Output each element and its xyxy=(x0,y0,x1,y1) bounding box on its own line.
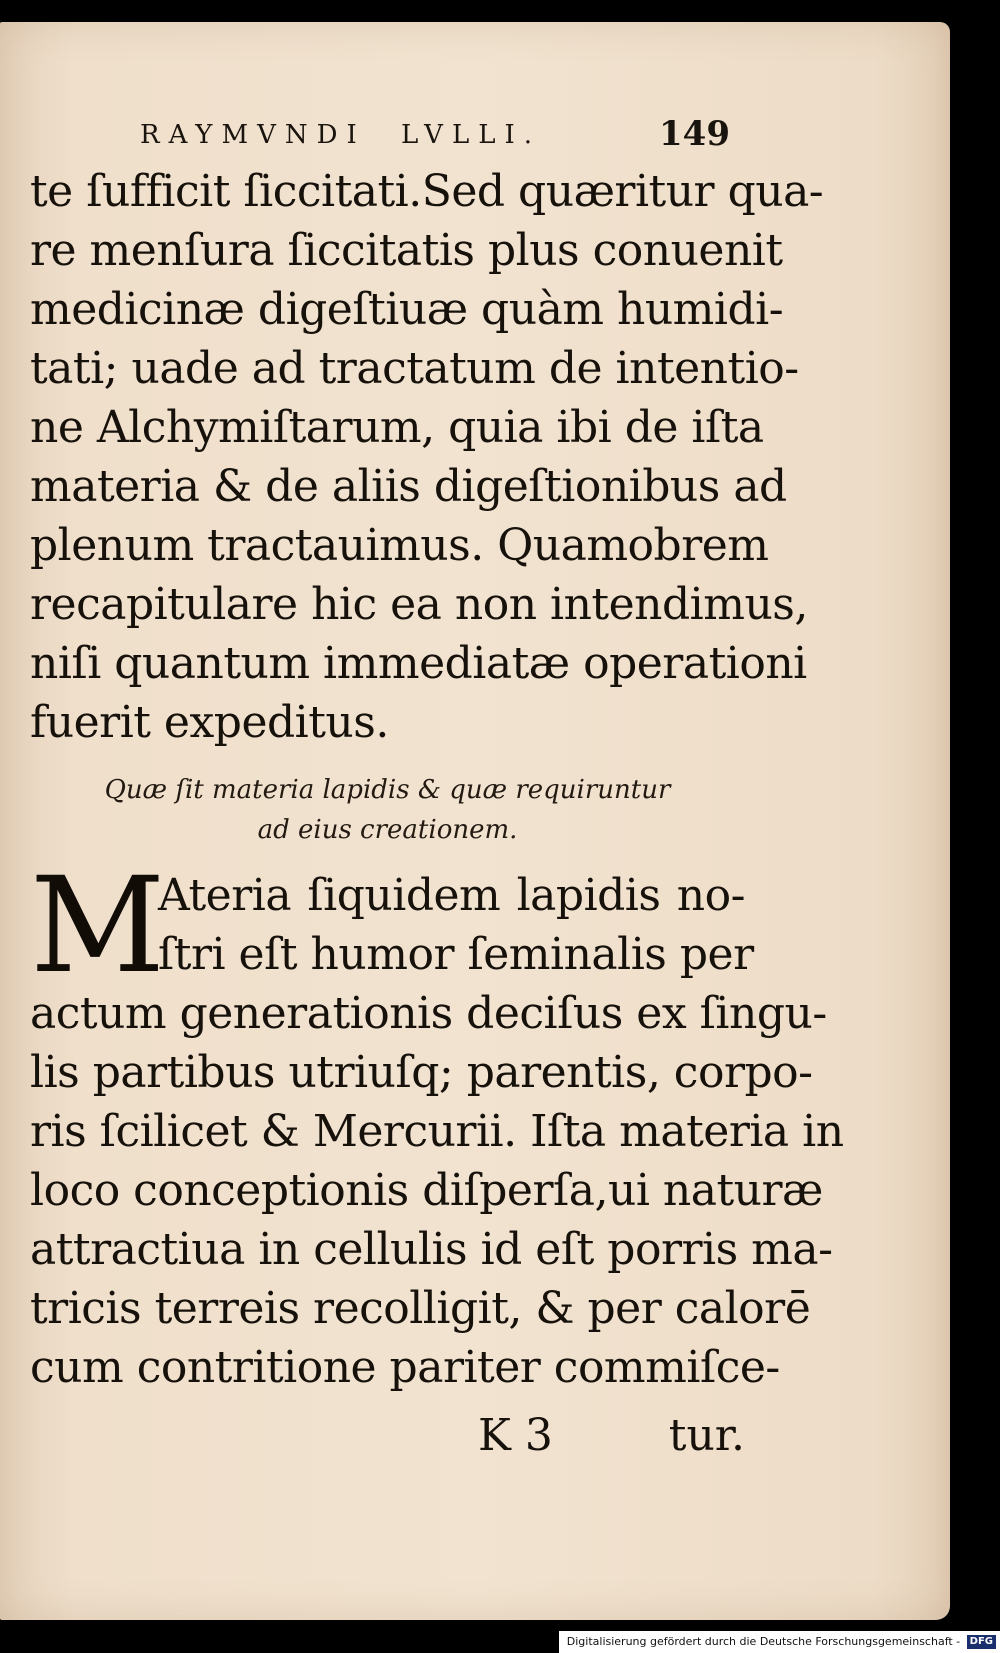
running-head-title: RAYMVNDI LVLLI. xyxy=(140,120,542,150)
running-head xyxy=(130,112,730,162)
text-line: tati; uade ad tractatum de intentio- xyxy=(30,343,799,394)
text-line: materia & de aliis digeſtionibus ad xyxy=(30,461,787,512)
text-line: ne Alchymiſtarum, quia ibi de iſta xyxy=(30,402,764,453)
text-line: te ſufficit ſiccitati.Sed quæritur qua- xyxy=(30,166,824,217)
section-heading-line: Quæ ſit materia lapidis & quæ requiruntur xyxy=(104,775,671,805)
text-line: attractiua in cellulis id eſt porris ma- xyxy=(30,1224,833,1275)
text-line: lis partibus utriuſq; parentis, corpo- xyxy=(30,1047,813,1098)
book-page xyxy=(0,22,950,1620)
text-line: loco conceptionis diſperſa,ui naturæ xyxy=(30,1165,823,1216)
drop-cap-initial: M xyxy=(30,849,165,1003)
text-block xyxy=(30,162,844,1397)
dfg-logo: DFG xyxy=(967,1635,996,1649)
text-line: fuerit expeditus. xyxy=(30,697,389,748)
text-line: cum contritione pariter commiſce- xyxy=(30,1342,780,1393)
signature-row xyxy=(30,1410,745,1470)
text-line: plenum tractauimus. Quamobrem xyxy=(30,520,769,571)
text-line: re menſura ſiccitatis plus conuenit xyxy=(30,225,783,276)
text-line: niſi quantum immediatæ operationi xyxy=(30,638,807,689)
text-line: medicinæ digeſtiuæ quàm humidi- xyxy=(30,284,784,335)
text-line: ſtri eſt humor ſeminalis per xyxy=(158,929,754,980)
text-line: actum generationis deciſus ex ſingu- xyxy=(30,988,827,1039)
paragraph-2 xyxy=(30,849,844,1397)
paragraph-1 xyxy=(30,162,824,752)
section-heading-line: ad eius creationem. xyxy=(257,815,518,845)
section-heading xyxy=(30,770,745,850)
digitization-credit xyxy=(559,1631,1000,1653)
text-line: ris ſcilicet & Mercurii. Iſta materia in xyxy=(30,1106,844,1157)
text-line: Ateria ſiquidem lapidis no- xyxy=(158,870,745,921)
text-line: tricis terreis recolligit, & per calorē xyxy=(30,1283,811,1334)
credit-text: Digitalisierung gefördert durch die Deutsche Forschungsgemeinschaft - xyxy=(566,1635,961,1648)
page-number: 149 xyxy=(659,114,730,154)
signature-mark: K 3 xyxy=(478,1410,553,1461)
catchword: tur. xyxy=(668,1410,745,1461)
text-line: recapitulare hic ea non intendimus, xyxy=(30,579,808,630)
